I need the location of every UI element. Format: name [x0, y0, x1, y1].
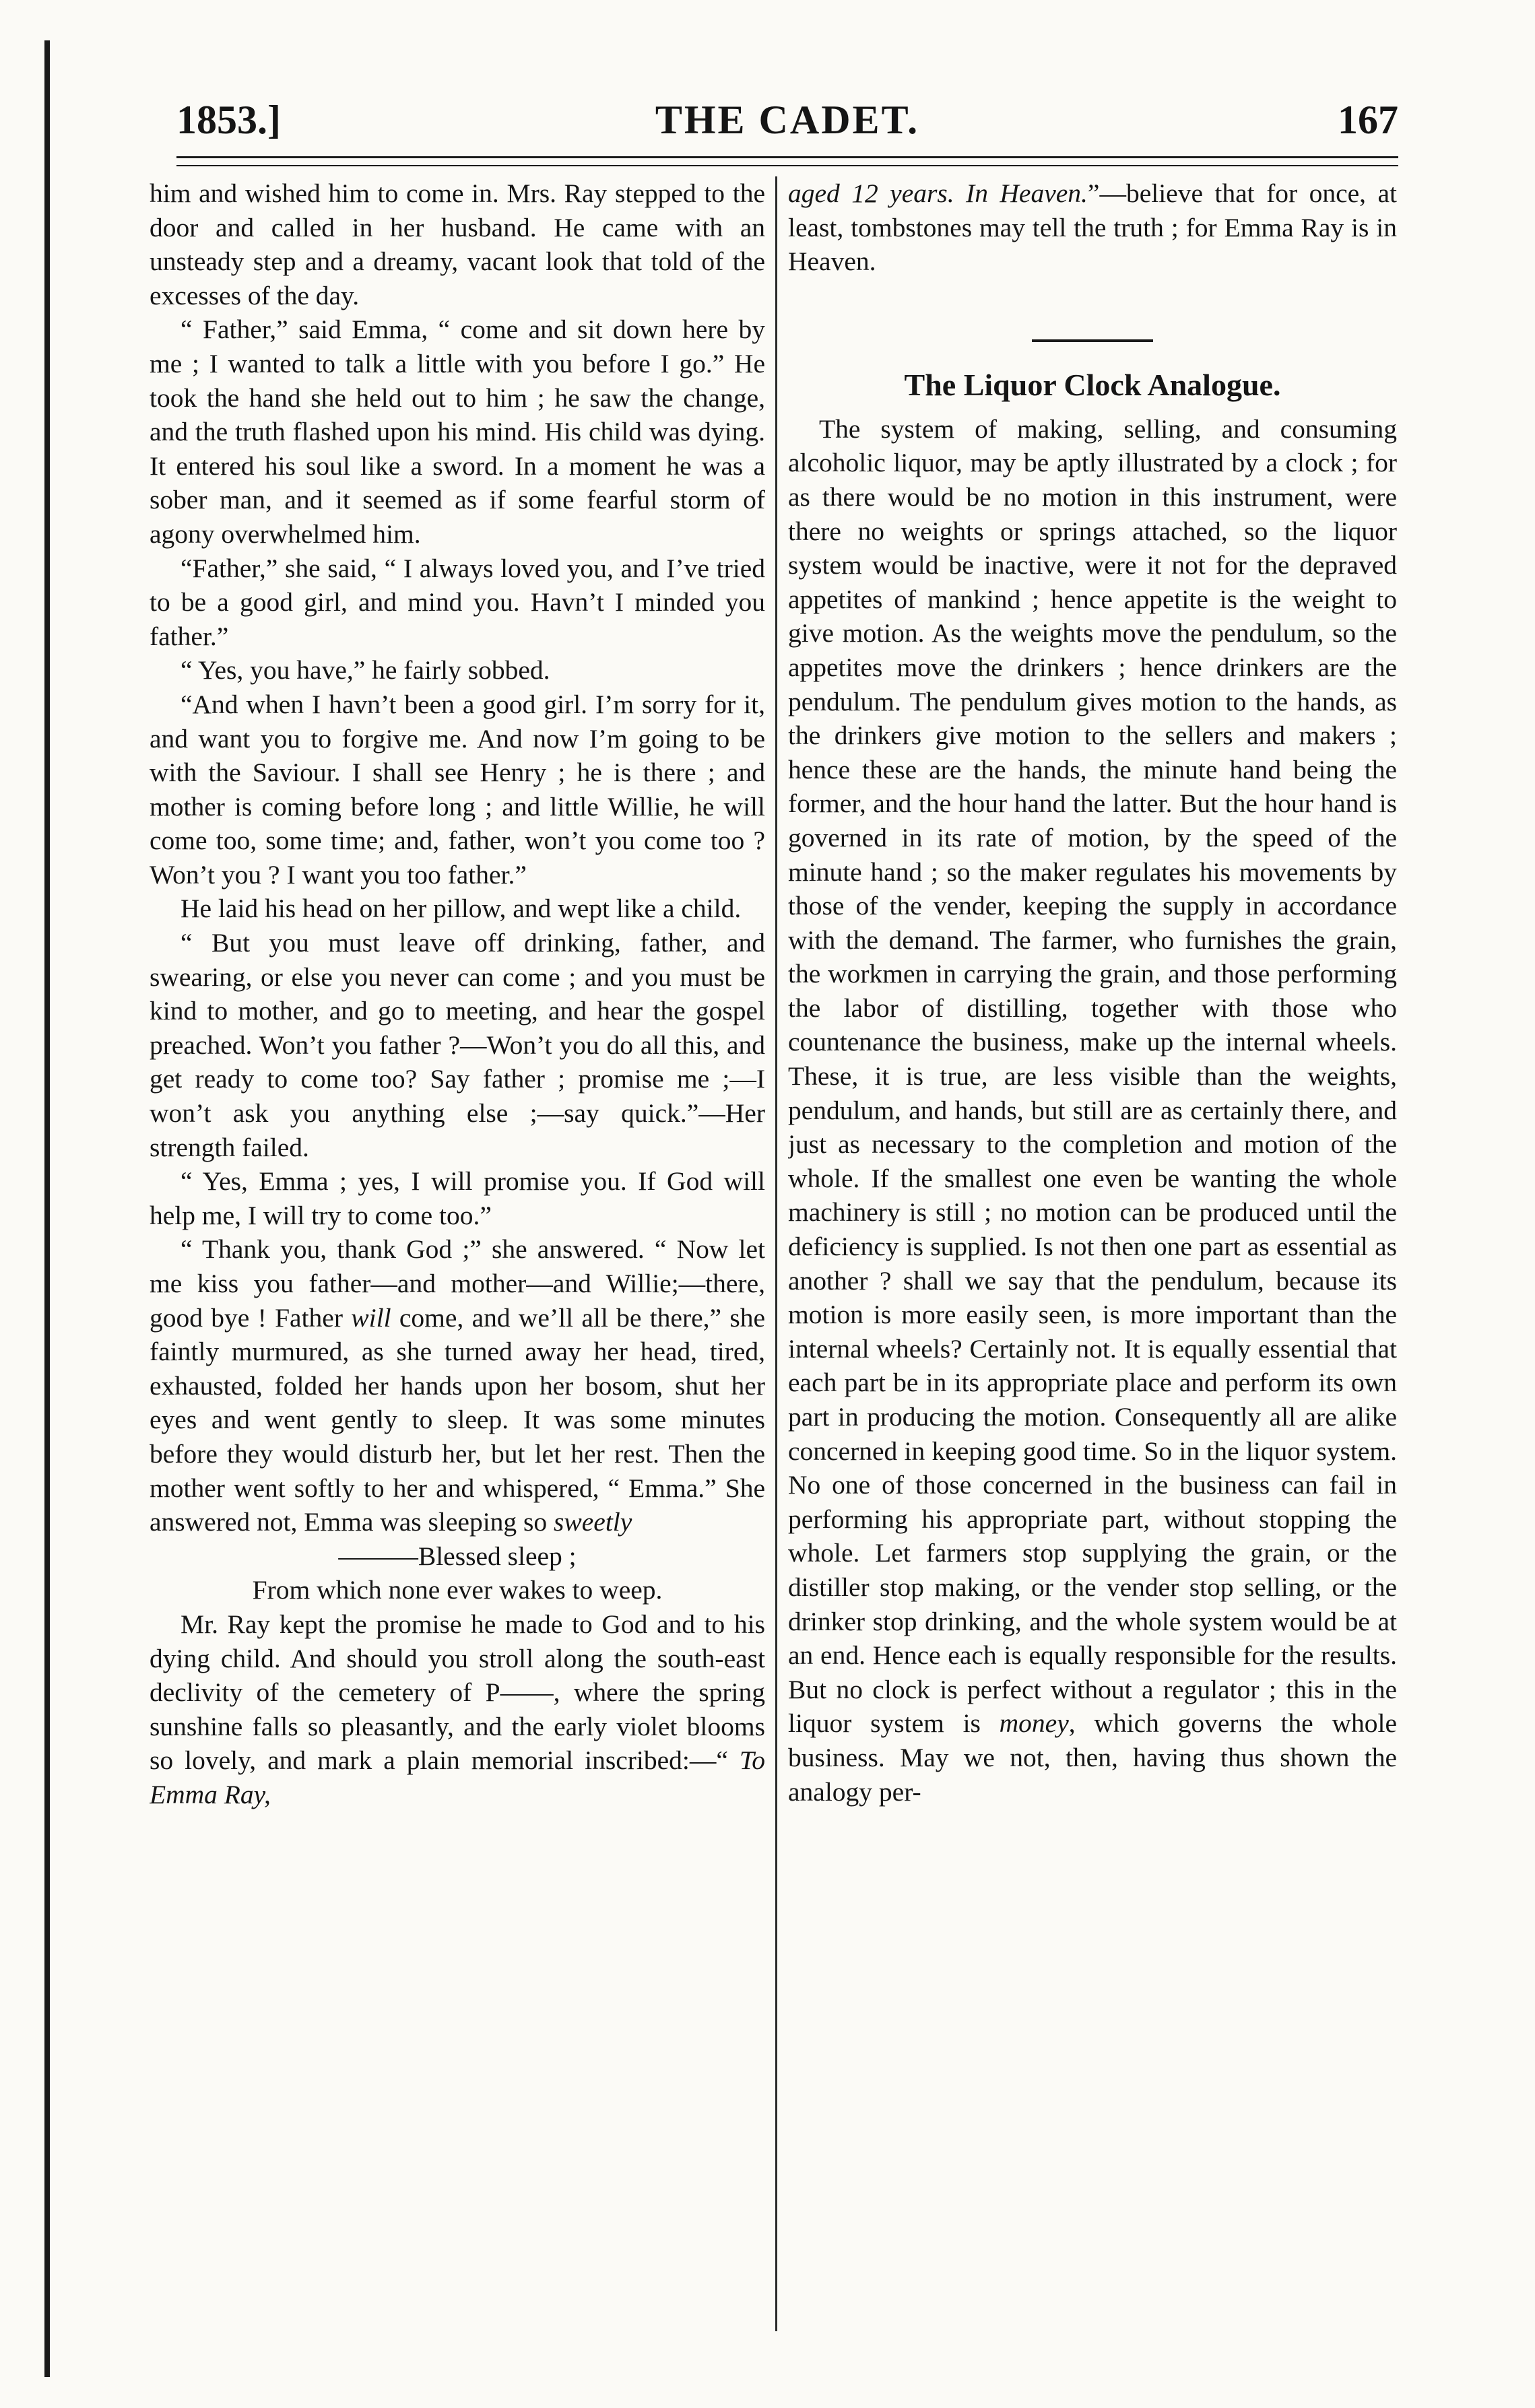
page-header: [176, 93, 1398, 155]
column-divider: [775, 176, 777, 2331]
italic-run: aged 12 years. In Heaven.: [788, 178, 1088, 208]
paragraph: him and wished him to come in. Mrs. Ray stepped to the door and called in her husband. He came with an unsteady step and a dreamy, vacant look that told of the excesses of the day.: [150, 178, 765, 310]
paragraph: [150, 1232, 765, 1539]
paragraph: “ Father,” said Emma, “ come and sit down here by me ; I wanted to talk a little with you before I go.” He took the hand she held out to him ; he saw the change, and the truth flashed upon his mind. His child was dying. It entered his soul like a sword. In a moment he was a sober man, and it seemed as if some fearful storm of agony overwhelmed him.: [150, 314, 765, 549]
text-run: The system of making, selling, and consuming alcoholic liquor, may be aptly illustrated by a clock ; for as there would be no motion in this instrument, were there no weights or springs attached, so the liquor system would be inactive, were it not for the depraved appetites of mankind ; hence appetite is the weight to give motion. As the weights move the pendulum, so the appetites move the drinkers ; hence drinkers are the pendulum. The pendulum gives motion to the hands, as the drinkers give motion to the sellers and makers ; hence these are the hands, the minute hand being the former, and the hour hand the latter. But the hour hand is governed in its rate of motion, by the speed of the minute hand ; so the maker regulates his movements by those of the vender, keeping the supply in accordance with the demand. The farmer, who furnishes the grain, the workmen in carrying the grain, and those performing the labor of distilling, together with those who countenance the business, make up the internal wheels. These, it is true, are less visible than the weights, pendulum, and hands, but still are as certainly there, and just as necessary to the completion and motion of the whole. If the smallest one even be wanting the whole machinery is still ; no motion can be produced until the deficiency is supplied. Is not then one part as essential as another ? shall we say that the pendulum, because its motion is more easily seen, is more important than the internal wheels? Certainly not. It is equally essential that each part be in its appropriate place and perform its own part in producing the motion. Consequently all are alike concerned in keeping good time. So in the liquor system. No one of those concerned in the business can fail in performing his appropriate part, without stopping the whole. Let farmers stop supplying the grain, or the distiller stop making, or the vender stop selling, or the drinker stop drinking, and the whole system would be at an end. Hence each is equally responsible for the results. But no clock is perfect without a regulator ; this in the liquor system is: [788, 413, 1397, 1739]
text-run: Mr. Ray kept the promise he made to God and to his dying child. And should you stroll along the south-east declivity of the cemetery of P——, where the spring sunshine falls so pleasantly, and the early violet blooms so lovely, and mark a plain memorial inscribed:—“: [150, 1609, 765, 1776]
verse-line: ———Blessed sleep ;: [338, 1541, 577, 1571]
italic-run: To Emma Ray,: [150, 1745, 765, 1809]
paragraph: “ Yes, you have,” he fairly sobbed.: [181, 655, 550, 685]
paragraph: “ But you must leave off drinking, father, and swearing, or else you never can come ; and you must be kind to mother, and go to meeting, and hear the gospel preached. Won’t you father ?—Won’t you do all this, and get ready to come too? Say father ; promise me ;—I won’t ask you anything else ;—say quick.”—Her strength failed.: [150, 928, 765, 1162]
paragraph: [150, 1607, 765, 1812]
italic-run: money: [999, 1708, 1069, 1739]
section-title: The Liquor Clock Analogue.: [904, 367, 1281, 402]
text-run: “ Thank you, thank God ;” she answered. “ Now let me kiss you father—and mother—and Willie;—there, good bye ! Father: [150, 1234, 765, 1333]
header-rule: [176, 156, 1398, 166]
header-year: 1853.]: [176, 98, 281, 142]
verse-line: From which none ever wakes to weep.: [252, 1575, 663, 1605]
paragraph: “And when I havn’t been a good girl. I’m sorry for it, and want you to forgive me. And now I’m going to be with the Saviour. I shall see Henry ; he is there ; and mother is coming before long ; and little Willie, he will come too, some time; and, father, won’t you come too ? Won’t you ? I want you too father.”: [150, 689, 765, 890]
section-separator: [1032, 339, 1153, 342]
paragraph: [788, 176, 1397, 279]
paragraph: [788, 412, 1397, 1809]
right-column: [788, 176, 1397, 2331]
paragraph: “ Yes, Emma ; yes, I will promise you. If God will help me, I will try to come too.”: [150, 1166, 765, 1230]
text-run: ”—believe that for once, at least, tombstones may tell the truth ; for Emma Ray is in Heaven.: [788, 178, 1397, 277]
text-run: come, and we’ll all be there,” she faintly murmured, as she turned away her head, tired, exhausted, folded her hands upon her bosom, shut her eyes and went gently to sleep. It was some minutes before they would disturb her, but let her rest. Then the mother went softly to her and whispered, “ Emma.” She answered not, Emma was sleeping so: [150, 1302, 765, 1537]
page-edge-bar: [44, 40, 50, 2377]
italic-run: will: [351, 1302, 391, 1333]
paragraph: He laid his head on her pillow, and wept like a child.: [181, 894, 742, 924]
text-run: , which governs the whole business. May we not, then, having thus shown the analogy per-: [788, 1708, 1397, 1807]
left-column: [150, 176, 765, 2331]
page-number: 167: [1338, 98, 1398, 142]
italic-run: sweetly: [554, 1507, 632, 1537]
journal-title: THE CADET.: [655, 98, 920, 142]
paragraph: “Father,” she said, “ I always loved you, and I’ve tried to be a good girl, and mind you. Havn’t I minded you father.”: [150, 553, 765, 651]
